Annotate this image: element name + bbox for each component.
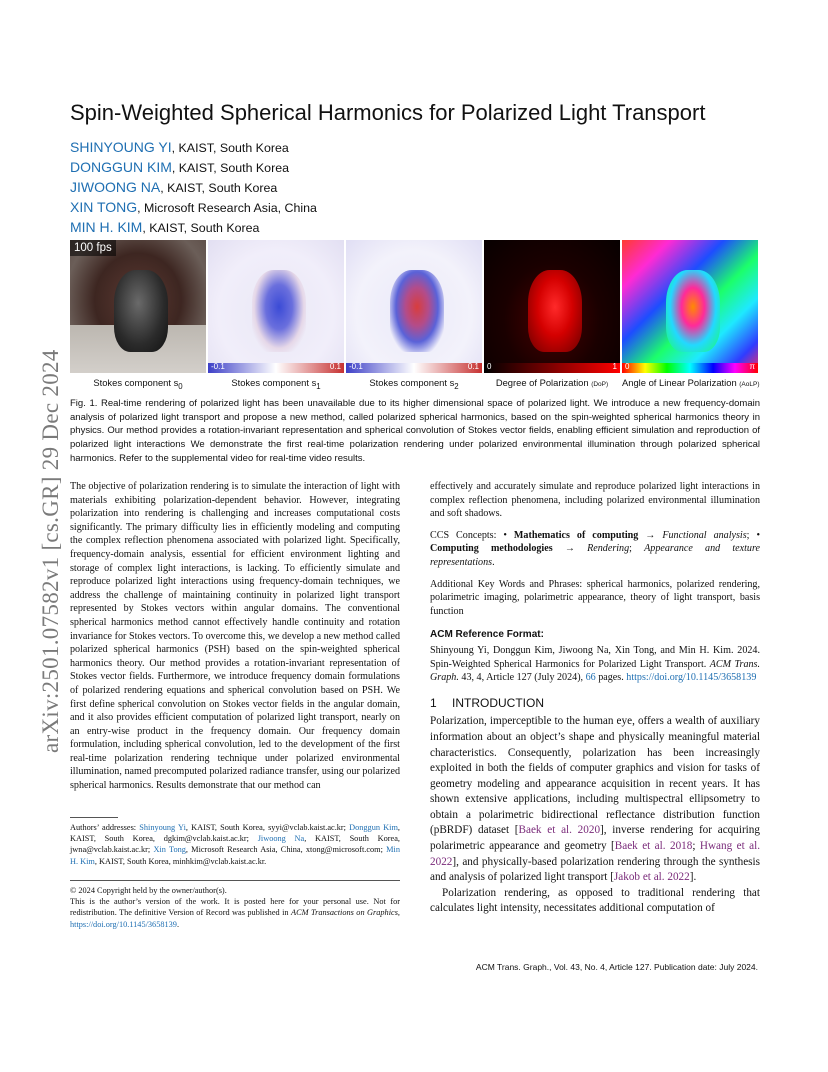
- author-link[interactable]: Jiwoong Na: [257, 834, 305, 844]
- author-name[interactable]: XIN TONG: [70, 199, 138, 216]
- paper-title: Spin-Weighted Spherical Harmonics for Polarized Light Transport: [70, 100, 706, 125]
- colorbar-min: -0.1: [349, 362, 363, 371]
- ccs-concepts: CCS Concepts: • Mathematics of computing → Functional analysis; • Computing methodologies → Rendering; Appearance and texture representations.: [430, 529, 761, 568]
- author-affiliation: , KAIST, South Korea: [171, 141, 289, 155]
- panel-stokes-s1: [208, 240, 344, 373]
- caption-s0: Stokes component $s_0$: [93, 377, 183, 391]
- caption-s1: Stokes component $s_1$: [231, 377, 321, 391]
- author-link[interactable]: Shinyoung Yi: [139, 823, 186, 832]
- author-affiliation: , KAIST, South Korea: [142, 221, 260, 236]
- colorbar-max: 1: [612, 362, 617, 371]
- colorbar-min: -0.1: [211, 362, 225, 371]
- section-heading-introduction: 1 INTRODUCTION: [430, 695, 544, 710]
- colorbar-s1: [208, 363, 344, 373]
- panel-aolp: [622, 240, 758, 373]
- abstract-continuation: effectively and accurately simulate and reproduce polarized light interactions in complex reflection phenomena, including polarized environmental illumination and soft shadows.: [430, 481, 760, 520]
- author-link[interactable]: Min H. Kim: [70, 845, 400, 866]
- footnote-rule: [70, 880, 400, 881]
- panel-dop: [484, 240, 620, 373]
- panel-stokes-s2: [346, 240, 482, 373]
- pages-link[interactable]: 66: [585, 672, 596, 684]
- arxiv-id: arXiv:2501.07582v1 [cs.GR] 29 Dec 2024: [38, 349, 63, 753]
- acm-ref-heading: ACM Reference Format:: [430, 629, 544, 641]
- author-3: [70, 178, 570, 198]
- citation-link[interactable]: Hwang et al. 2022: [430, 840, 760, 868]
- colorbar-max: 0.1: [467, 362, 479, 371]
- panel-captions: [70, 377, 759, 391]
- colorbar-dop: [484, 363, 620, 373]
- colorbar-s2: [346, 363, 482, 373]
- fps-badge: 100 fps: [70, 240, 116, 256]
- statue-render: [666, 270, 720, 352]
- doi-link[interactable]: https://doi.org/10.1145/3658139: [626, 672, 757, 684]
- author-affiliation: , Microsoft Research Asia, China: [137, 201, 317, 216]
- caption-aolp: Angle of Linear Polarization (AoLP): [622, 377, 760, 388]
- right-column: [430, 480, 760, 917]
- author-name[interactable]: SHINYOUNG YI: [70, 139, 172, 155]
- abstract-column: [70, 480, 400, 793]
- author-1: [70, 138, 570, 158]
- intro-paragraph-1: Polarization, imperceptible to the human eye, offers a wealth of auxiliary information about an object’s shape and physically meaningful material characteristics. Consequently, polarization has been increasingly exploited in both the fields of computer graphics and vision for tasks of geometry modeling and appearance acquisition in recent years. It has shown extensive applications, including multispectral ellipsometry to obtain a polarimetric bidirectional reflectance distribution function (pBRDF) dataset [Baek et al. 2020], inverse rendering for acquiring polarimetric appearance and geometry [Baek et al. 2018; Hwang et al. 2022], and physically-based polarization rendering through the synthesis and analysis of polarized light transport [Jakob et al. 2022].: [430, 715, 760, 884]
- intro-paragraph-2: Polarization rendering, as opposed to traditional rendering that calculates light intensity, necessitates additional computation of: [430, 886, 760, 915]
- keywords: Additional Key Words and Phrases: spherical harmonics, polarized rendering, polarimetric imaging, polarimetric appearance, theory of light transport, basis function: [430, 578, 760, 617]
- colorbar-max: 0.1: [329, 362, 341, 371]
- page-footer: ACM Trans. Graph., Vol. 43, No. 4, Article 127. Publication date: July 2024.: [475, 962, 758, 972]
- footnote-rule: [70, 817, 118, 818]
- statue-render: [390, 270, 444, 352]
- teaser-figure: [70, 240, 759, 373]
- citation-link[interactable]: Jakob et al. 2022: [613, 871, 690, 884]
- citation-link[interactable]: Baek et al. 2020: [518, 824, 601, 837]
- panel-stokes-s0: [70, 240, 206, 373]
- author-list: [70, 138, 570, 238]
- colorbar-aolp: [622, 363, 758, 373]
- version-note: This is the author’s version of the work. It is posted here for your personal use. Not for redistribution. The definitive Version of Record was published in ACM Transactions on Graphics, https://doi.org/10.1145/3658139.: [70, 897, 400, 929]
- authors-addresses: Authors’ addresses: Shinyoung Yi, KAIST, South Korea, syyi@vclab.kaist.ac.kr; Donggun Kim, KAIST, South Korea, dgkim@vclab.kaist.ac.kr; Jiwoong Na, KAIST, South Korea, jwna@vclab.kaist.ac.kr; Xin Tong, Microsoft Research Asia, China, xtong@microsoft.com; Min H. Kim, KAIST, South Korea, minhkim@vclab.kaist.ac.kr.: [70, 823, 400, 866]
- author-link[interactable]: Donggun Kim: [349, 823, 398, 832]
- statue-render: [252, 270, 306, 352]
- author-name[interactable]: MIN H. KIM: [70, 219, 143, 236]
- author-affiliation: , KAIST, South Korea: [160, 181, 278, 196]
- citation-link[interactable]: Baek et al. 2018: [614, 840, 693, 853]
- author-affiliation: , KAIST, South Korea: [171, 161, 289, 176]
- colorbar-min: 0: [487, 362, 492, 371]
- caption-dop: Degree of Polarization (DoP): [495, 377, 609, 388]
- intro-text: [430, 714, 760, 917]
- doi-link[interactable]: https://doi.org/10.1145/3658139: [70, 919, 177, 929]
- colorbar-max: π: [749, 362, 755, 371]
- copyright-line: © 2024 Copyright held by the owner/author(s).: [70, 886, 227, 895]
- statue-render: [528, 270, 582, 352]
- author-2: [70, 158, 570, 178]
- abstract-text: The objective of polarization rendering is to simulate the interaction of light with materials exhibiting polarization-dependent behavior. However, integrating polarization into rendering is challenging and increases computational costs significantly. The primary difficulty lies in efficiently modeling and computing the complex reflection phenomena associated with polarized light. Specifically, frequency-domain analysis, essential for efficient environment lighting and storage of complex light interactions, is lacking. To efficiently simulate and reproduce polarized light interactions using frequency-domain techniques, we address the challenge of maintaining continuity in polarized light transport represented by Stokes vectors within angular domains. The conventional spherical harmonics method cannot effectively handle continuity and rotation invariance for Stokes vectors. To overcome this, we develop a new method called polarized spherical harmonics (PSH) based on the spin-weighted spherical harmonics theory. Our method provides a rotation-invariant representation of Stokes vector fields. Furthermore, we introduce frequency domain formulations of polarized rendering equations and spherical convolution based on PSH. We first define spherical convolution on Stokes vector fields in the angular domain, and it also provides efficient computation of polarized light transport, nearly on an entry-wise product in the frequency domain. Our frequency domain formulation, including spherical convolution, led to the development of the first real-time polarization rendering technique under polarized environmental illumination, named precomputed polarized radiance transfer, using our polarized spherical harmonics. Results demonstrate that our method can: [70, 481, 400, 792]
- figure-caption: Fig. 1. Real-time rendering of polarized light has been unavailable due to its higher dimensional space of polarized light. We introduce a new frequency-domain analysis of polarized light transport and propose a new method, called polarized spherical harmonics, based on the spin-weighted spherical harmonics theory in physics. Our method provides a rotation-invariant representation and spherical convolution of Stokes vector fields, enabling efficient simulation and reproduction of polarized light interactions We demonstrate the first real-time polarization rendering under polarized environmental illumination through polarized spherical harmonics. Refer to the supplemental video for real-time video results.: [70, 398, 760, 464]
- copyright-note: [70, 885, 400, 930]
- author-4: [70, 198, 570, 218]
- author-name[interactable]: DONGGUN KIM: [70, 159, 172, 176]
- colorbar-min: 0: [625, 362, 630, 371]
- author-name[interactable]: JIWOONG NA: [70, 179, 161, 196]
- author-link[interactable]: Xin Tong: [153, 845, 186, 855]
- statue-render: [114, 270, 168, 352]
- author-5: [70, 218, 570, 238]
- arxiv-stamp: [18, 283, 63, 753]
- caption-s2: Stokes component $s_2$: [369, 377, 459, 391]
- acm-reference: Shinyoung Yi, Donggun Kim, Jiwoong Na, Xin Tong, and Min H. Kim. 2024. Spin-Weighted Spherical Harmonics for Polarized Light Transport. ACM Trans. Graph. 43, 4, Article 127 (July 2024), 66 pages. https://doi.org/10.1145/3658139: [430, 644, 760, 684]
